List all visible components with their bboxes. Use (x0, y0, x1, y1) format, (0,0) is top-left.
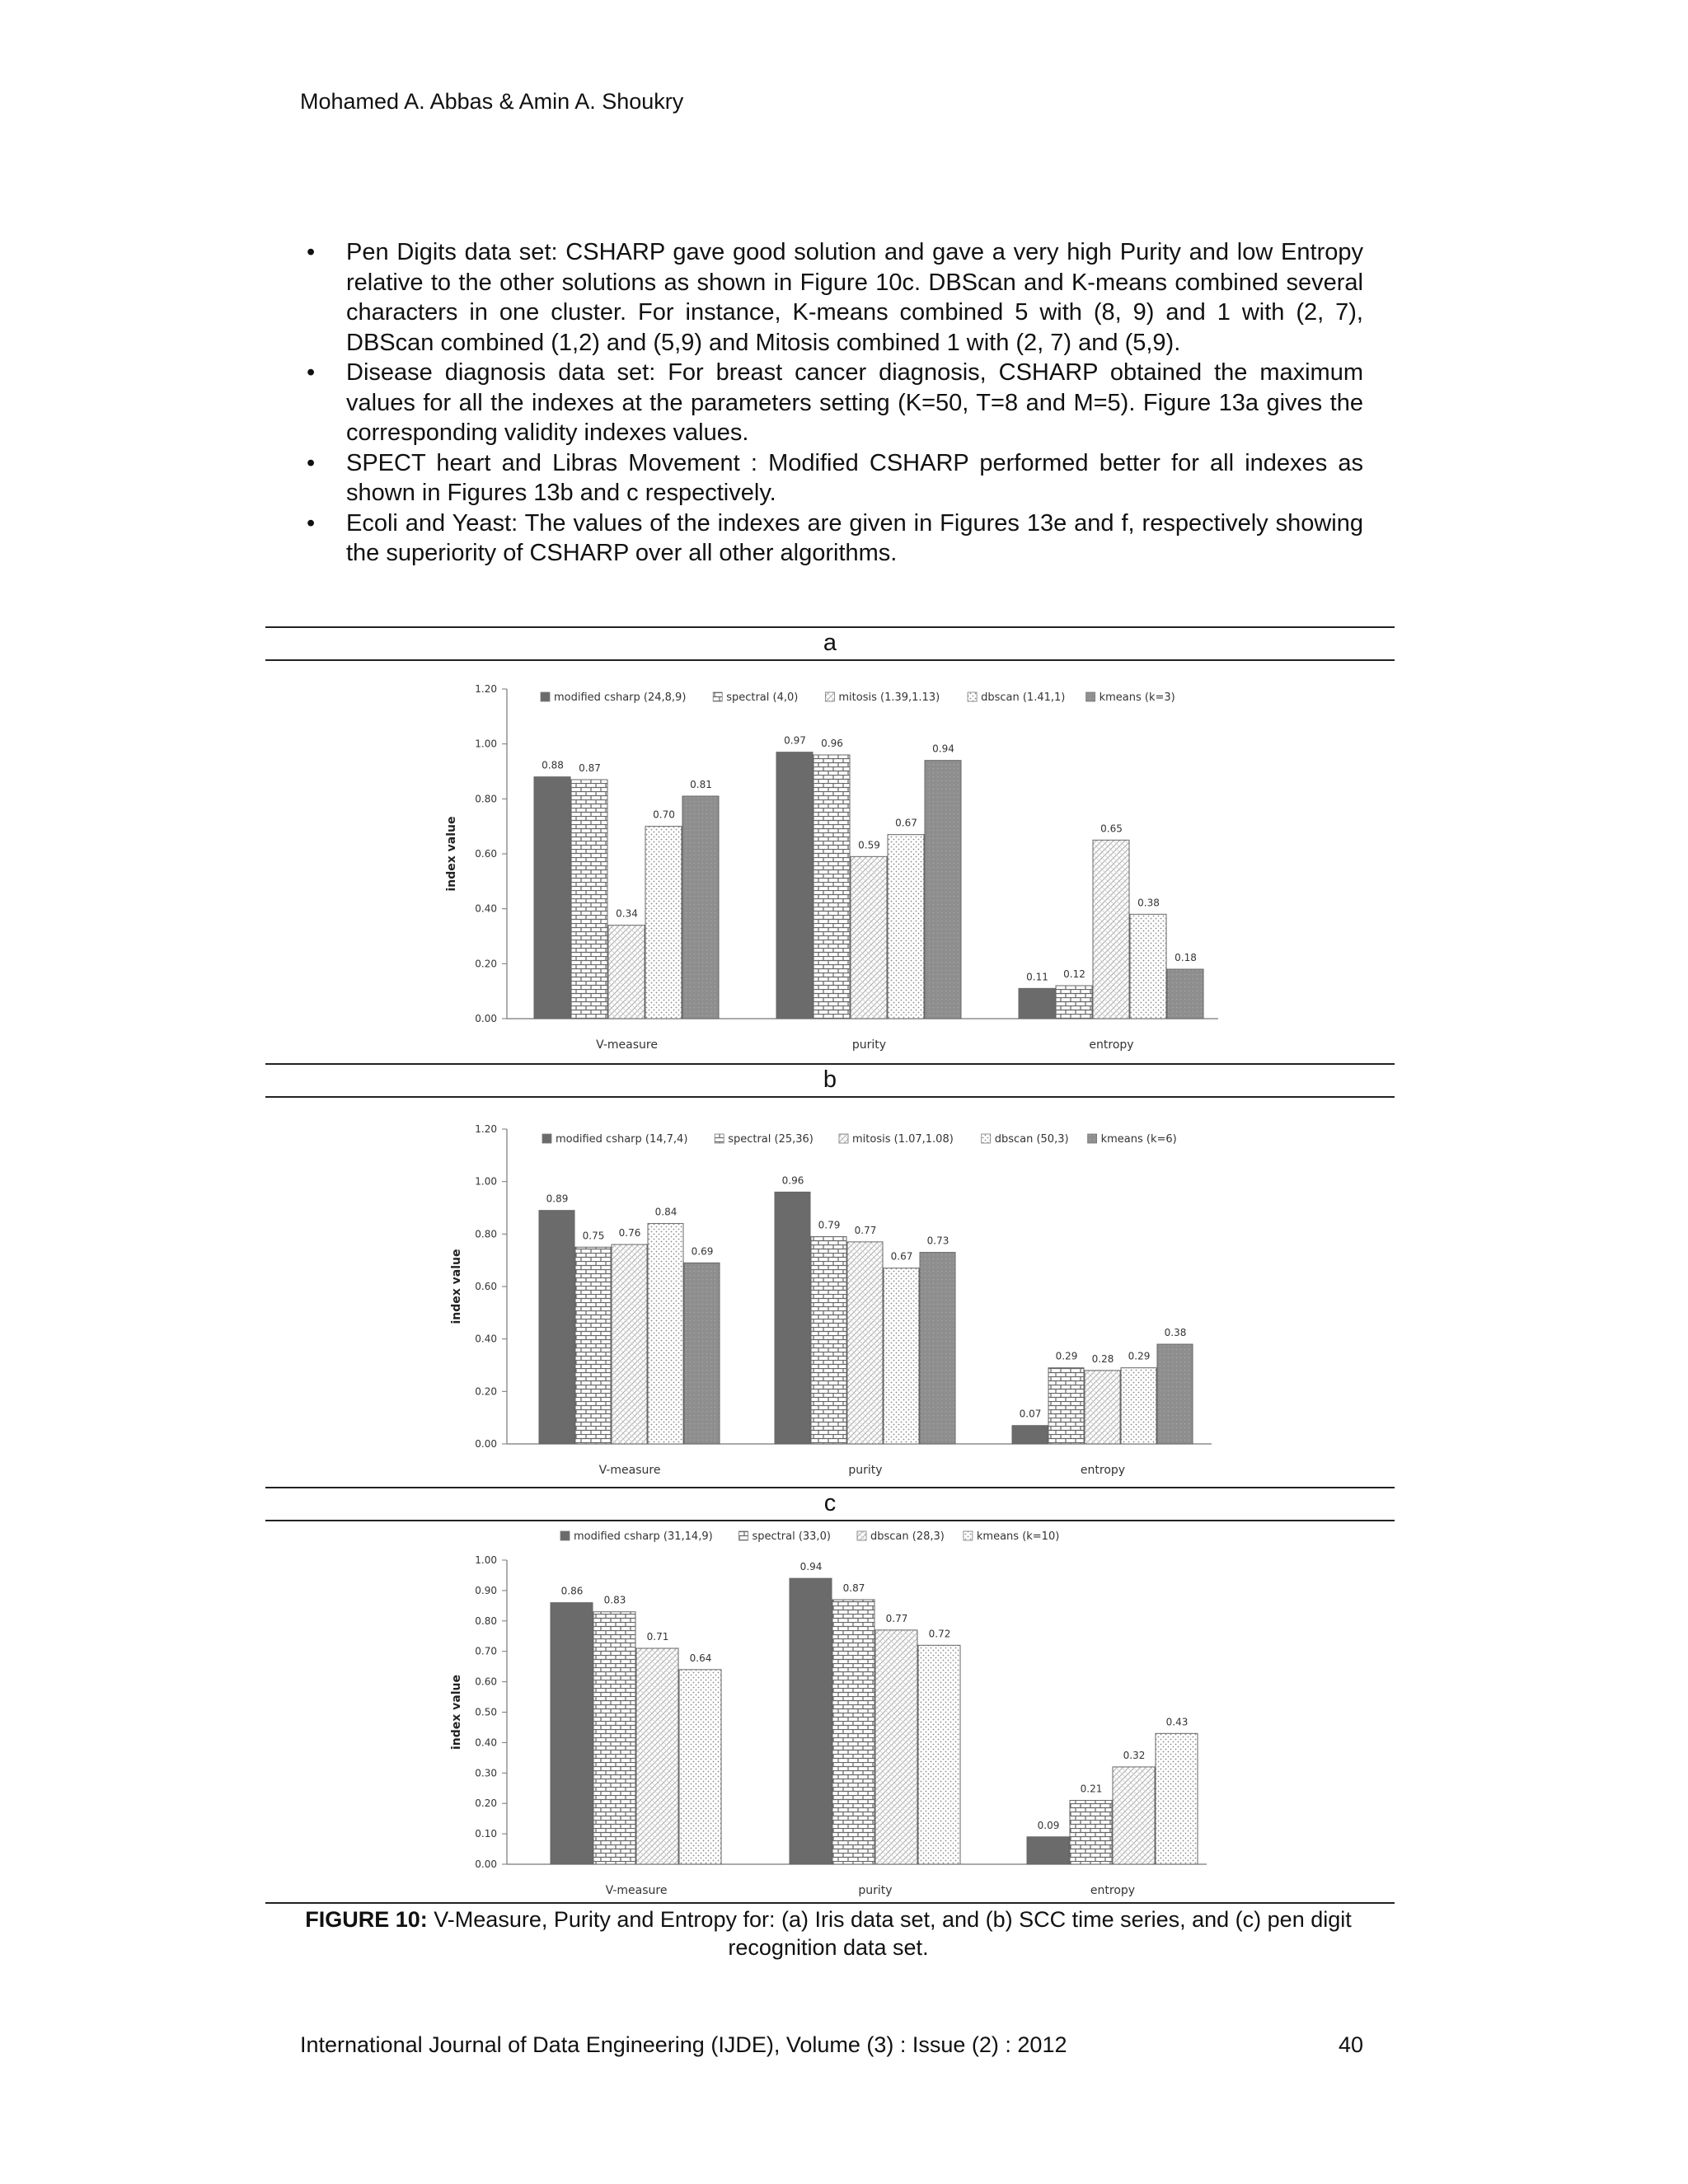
bar (1027, 1837, 1069, 1864)
chart-panel-c (0, 1523, 1688, 1902)
data-label: 0.09 (1037, 1819, 1060, 1831)
bullet-list (300, 237, 1363, 569)
legend-swatch (715, 1134, 724, 1143)
y-tick-label: 0.80 (475, 793, 497, 805)
bar (571, 780, 607, 1019)
legend-swatch (560, 1531, 570, 1540)
legend-swatch (713, 692, 722, 701)
x-tick-label: purity (858, 1884, 893, 1897)
y-tick-label: 0.60 (475, 848, 497, 860)
legend-entry: spectral (33,0) (752, 1530, 831, 1543)
data-label: 0.84 (654, 1206, 678, 1218)
y-tick-label: 0.20 (475, 958, 497, 970)
data-label: 0.59 (858, 839, 880, 851)
data-label: 0.71 (646, 1631, 669, 1643)
data-label: 0.96 (821, 738, 843, 749)
legend-swatch (1088, 1134, 1097, 1143)
y-tick-label: 1.20 (475, 1123, 497, 1135)
panel-rule (265, 1902, 1395, 1904)
data-label: 0.88 (542, 759, 564, 771)
page-footer (300, 2032, 1363, 2058)
bar (925, 761, 961, 1019)
y-tick-label: 1.00 (475, 1554, 497, 1566)
bar (534, 777, 570, 1019)
bar (1113, 1767, 1155, 1864)
bar (636, 1648, 678, 1864)
legend-swatch (839, 1134, 848, 1143)
data-label: 0.87 (579, 762, 601, 774)
data-label: 0.18 (1175, 952, 1197, 963)
legend-swatch (1086, 692, 1095, 701)
bar (645, 827, 682, 1019)
bar (648, 1224, 683, 1444)
bullet-icon: • (307, 509, 316, 537)
data-label: 0.83 (603, 1594, 626, 1606)
panel-rule (265, 1063, 1395, 1065)
y-tick-label: 0.00 (475, 1858, 497, 1870)
data-label: 0.07 (1019, 1408, 1042, 1420)
data-label: 0.43 (1165, 1716, 1189, 1728)
y-tick-label: 1.00 (475, 738, 497, 750)
data-label: 0.12 (1063, 968, 1085, 980)
y-tick-label: 0.60 (475, 1675, 497, 1688)
bar (1167, 969, 1203, 1019)
caption-label: FIGURE 10: (305, 1907, 428, 1932)
x-tick-label: purity (848, 1464, 883, 1477)
data-label: 0.86 (560, 1585, 584, 1597)
data-label: 0.96 (781, 1174, 804, 1187)
legend-entry: spectral (25,36) (728, 1133, 814, 1146)
bar (593, 1612, 635, 1864)
bar (814, 755, 850, 1019)
bullet-text: SPECT heart and Libras Movement : Modified CSHARP performed better for all indexes as shown in Figures 13b and c respectively. (346, 449, 1363, 506)
data-label: 0.97 (784, 734, 806, 747)
legend-entry: mitosis (1.07,1.08) (852, 1133, 954, 1146)
legend-entry: modified csharp (14,7,4) (556, 1133, 688, 1146)
bar (1093, 840, 1129, 1019)
bullet-item (300, 509, 1363, 569)
x-tick-label: V-measure (596, 1038, 658, 1052)
bar (608, 926, 645, 1019)
bar (1019, 988, 1055, 1019)
bar (1085, 1371, 1120, 1444)
chart-panel-a (0, 668, 1688, 1062)
bar (875, 1630, 917, 1864)
legend-entry: kmeans (k=10) (976, 1530, 1060, 1543)
y-tick-label: 0.00 (475, 1438, 497, 1450)
bar (612, 1244, 647, 1444)
bar (1121, 1368, 1156, 1444)
y-tick-label: 0.30 (475, 1767, 497, 1779)
bar (1012, 1426, 1048, 1444)
bullet-icon: • (307, 449, 316, 476)
legend-entry: modified csharp (31,14,9) (574, 1530, 713, 1543)
data-label: 0.28 (1091, 1352, 1114, 1365)
data-label: 0.77 (854, 1224, 877, 1236)
legend-entry: dbscan (28,3) (870, 1530, 945, 1543)
legend-entry: mitosis (1.39,1.13) (838, 691, 940, 704)
data-label: 0.29 (1128, 1350, 1151, 1362)
bullet-item (300, 237, 1363, 358)
y-tick-label: 0.00 (475, 1013, 497, 1024)
data-label: 0.34 (616, 907, 638, 920)
bar (551, 1603, 593, 1864)
legend-entry: modified csharp (24,8,9) (554, 691, 687, 704)
panel-rule (265, 659, 1395, 661)
y-tick-label: 0.70 (475, 1645, 497, 1657)
legend-entry: spectral (4,0) (726, 691, 799, 704)
y-tick-label: 0.60 (475, 1281, 497, 1292)
bar (832, 1600, 874, 1864)
x-tick-label: V-measure (598, 1464, 661, 1477)
y-tick-label: 0.40 (475, 1736, 497, 1749)
legend-swatch (964, 1531, 973, 1540)
y-tick-label: 1.20 (475, 683, 497, 695)
data-label: 0.32 (1123, 1749, 1146, 1761)
bar (1130, 914, 1166, 1019)
x-tick-label: entropy (1089, 1038, 1134, 1052)
running-header: Mohamed A. Abbas & Amin A. Shoukry (300, 89, 684, 114)
y-tick-label: 0.20 (475, 1797, 497, 1810)
legend-entry: dbscan (50,3) (994, 1133, 1069, 1146)
x-tick-label: V-measure (605, 1884, 668, 1897)
bar (776, 752, 813, 1019)
panel-rule (265, 1096, 1395, 1098)
caption-text: V-Measure, Purity and Entropy for: (a) Iris data set, and (b) SCC time series, and (c) pen digit recognition data set. (427, 1907, 1352, 1960)
data-label: 0.94 (799, 1561, 823, 1573)
data-label: 0.94 (932, 743, 954, 755)
bar (1048, 1368, 1084, 1444)
bar (1070, 1801, 1112, 1864)
y-tick-label: 0.40 (475, 1333, 497, 1345)
x-tick-label: entropy (1090, 1884, 1136, 1897)
panel-label-b: b (823, 1066, 837, 1093)
legend-swatch (982, 1134, 991, 1143)
y-tick-label: 0.80 (475, 1615, 497, 1627)
bar (847, 1242, 883, 1444)
data-label: 0.64 (689, 1652, 712, 1664)
panel-rule (265, 626, 1395, 628)
y-tick-label: 0.40 (475, 902, 497, 915)
data-label: 0.87 (842, 1582, 865, 1594)
data-label: 0.67 (890, 1250, 913, 1263)
bar (1056, 986, 1092, 1019)
panel-label-a: a (823, 630, 837, 656)
bar (679, 1670, 721, 1864)
data-label: 0.73 (926, 1235, 950, 1247)
y-tick-label: 0.90 (475, 1584, 497, 1596)
legend-swatch (968, 692, 977, 701)
legend-swatch (541, 692, 550, 701)
panel-rule (265, 1520, 1395, 1521)
bar (775, 1192, 810, 1444)
x-tick-label: purity (851, 1038, 887, 1052)
data-label: 0.38 (1137, 897, 1160, 909)
panel-label-c: c (823, 1490, 837, 1516)
figure-caption (272, 1905, 1385, 1961)
bullet-text: Disease diagnosis data set: For breast cancer diagnosis, CSHARP obtained the maximum values for all the indexes at the parameters setting (K=50, T=8 and M=5). Figure 13a gives the corresponding validity indexes values. (346, 359, 1363, 446)
bar (539, 1211, 574, 1444)
bar (790, 1578, 832, 1864)
legend-entry: dbscan (1.41,1) (981, 691, 1066, 704)
data-label: 0.69 (691, 1245, 714, 1258)
data-label: 0.67 (895, 817, 917, 829)
footer-journal: International Journal of Data Engineering (IJDE), Volume (3) : Issue (2) : 2012 (300, 2032, 1067, 2057)
data-label: 0.77 (885, 1612, 908, 1624)
bullet-item (300, 358, 1363, 448)
x-tick-label: entropy (1080, 1464, 1126, 1477)
bar (920, 1253, 955, 1444)
bar (884, 1268, 919, 1444)
data-label: 0.70 (653, 808, 675, 821)
data-label: 0.81 (690, 779, 712, 790)
page-number: 40 (1338, 2032, 1363, 2057)
data-label: 0.65 (1100, 823, 1123, 835)
y-axis-label: index value (450, 1674, 463, 1750)
panel-rule (265, 1487, 1395, 1488)
bar (1156, 1733, 1198, 1864)
bar (888, 835, 924, 1019)
data-label: 0.29 (1055, 1350, 1078, 1362)
y-tick-label: 0.50 (475, 1706, 497, 1718)
y-axis-label: index value (445, 816, 458, 892)
bar (684, 1263, 720, 1444)
bar (682, 796, 719, 1019)
data-label: 0.11 (1026, 971, 1048, 983)
data-label: 0.89 (546, 1193, 569, 1205)
bullet-text: Pen Digits data set: CSHARP gave good solution and gave a very high Purity and low Entropy relative to the other solutions as shown in Figure 10c. DBScan and K-means combined several characters in one cluster. For instance, K-means combined 5 with (8, 9) and 1 with (2, 7), DBScan combined (1,2) and (5,9) and Mitosis combined 1 with (2, 7) and (5,9). (346, 239, 1363, 356)
data-label: 0.21 (1080, 1783, 1103, 1795)
legend-swatch (857, 1531, 866, 1540)
bar (918, 1645, 960, 1864)
legend-swatch (739, 1531, 748, 1540)
y-tick-label: 0.80 (475, 1228, 497, 1240)
bar (575, 1247, 611, 1444)
data-label: 0.72 (928, 1628, 951, 1640)
y-tick-label: 1.00 (475, 1175, 497, 1188)
data-label: 0.79 (818, 1219, 841, 1231)
legend-entry: kmeans (k=3) (1099, 691, 1175, 704)
data-label: 0.38 (1164, 1327, 1187, 1339)
y-tick-label: 0.20 (475, 1385, 497, 1398)
data-label: 0.75 (582, 1230, 605, 1242)
bullet-icon: • (307, 239, 316, 265)
bar (811, 1237, 846, 1444)
bar (1157, 1344, 1193, 1444)
legend-swatch (825, 692, 834, 701)
y-axis-label: index value (450, 1249, 463, 1324)
legend-entry: kmeans (k=6) (1100, 1133, 1177, 1146)
chart-panel-b (0, 1104, 1688, 1483)
bullet-text: Ecoli and Yeast: The values of the indexes are given in Figures 13e and f, respectively showing the superiority of CSHARP over all other algorithms. (346, 509, 1363, 566)
bar (851, 856, 887, 1019)
bullet-icon: • (307, 359, 316, 386)
data-label: 0.76 (618, 1227, 641, 1240)
bullet-item (300, 448, 1363, 509)
legend-swatch (542, 1134, 551, 1143)
y-tick-label: 0.10 (475, 1828, 497, 1840)
